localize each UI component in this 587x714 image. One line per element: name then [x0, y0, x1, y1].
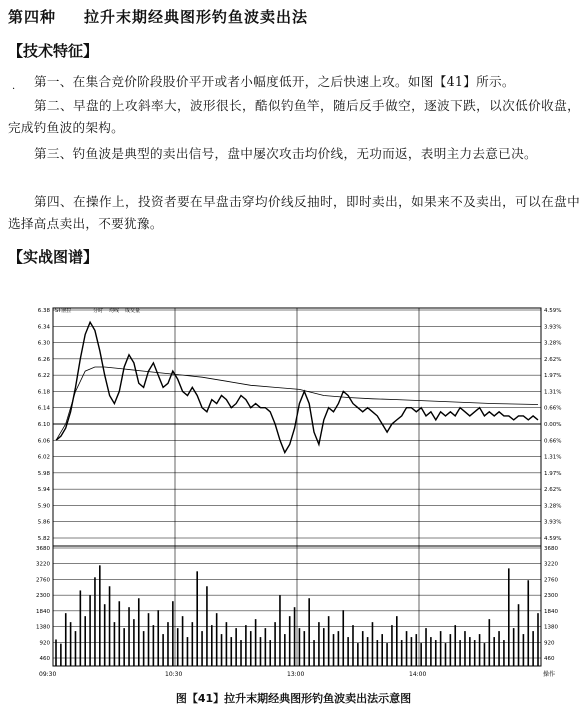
chart-corner-label: 操作	[543, 671, 556, 678]
percent-tick-label: 3.28%	[544, 340, 562, 347]
price-tick-label: 6.26	[37, 356, 50, 363]
volume-tick-label-right: 1840	[544, 608, 558, 615]
section-heading-features: 【技术特征】	[8, 42, 99, 60]
price-tick-label: 5.94	[37, 487, 50, 494]
percent-tick-label: 1.97%	[544, 373, 562, 380]
time-tick-label: 10:30	[165, 671, 183, 678]
volume-tick-label-right: 460	[544, 656, 555, 662]
price-tick-label: 6.10	[37, 422, 50, 428]
volume-tick-label: 1840	[36, 608, 50, 615]
paragraph-1: 第一、在集合竞价阶段股价平开或者小幅度低开，之后快速上攻。如图【41】所示。	[34, 74, 515, 89]
intraday-chart	[33, 298, 585, 682]
title-part-2: 拉升末期经典图形钓鱼波卖出法	[84, 8, 309, 26]
volume-tick-label: 3680	[36, 546, 50, 552]
volume-tick-label: 460	[39, 656, 50, 662]
percent-tick-label: 3.93%	[544, 324, 562, 331]
price-tick-label: 6.02	[37, 454, 50, 461]
volume-tick-label: 2760	[36, 577, 50, 584]
price-tick-label: 5.90	[37, 503, 50, 510]
time-tick-label: 13:00	[287, 671, 305, 678]
intraday-chart-svg	[33, 298, 585, 682]
volume-tick-label-right: 3220	[544, 561, 558, 568]
page-title	[8, 6, 308, 27]
price-tick-label: 6.38	[37, 308, 50, 314]
time-tick-label: 09:30	[39, 671, 57, 678]
volume-tick-label-right: 1380	[544, 624, 558, 631]
percent-tick-label: 1.31%	[544, 389, 562, 396]
percent-tick-label: 1.97%	[544, 470, 562, 477]
chart-header-item: 分时	[93, 308, 104, 314]
price-tick-label: 6.30	[37, 340, 50, 347]
percent-tick-label: 4.59%	[544, 536, 562, 542]
price-tick-label: 5.82	[37, 536, 50, 542]
volume-tick-label: 920	[39, 640, 50, 647]
title-part-1: 第四种	[8, 8, 57, 26]
price-tick-label: 5.98	[37, 470, 50, 477]
percent-tick-label: 4.59%	[544, 308, 562, 314]
price-tick-label: 6.14	[37, 405, 50, 412]
price-tick-label: 6.34	[37, 324, 50, 331]
price-tick-label: 6.22	[37, 373, 50, 380]
price-tick-label: 6.18	[37, 389, 50, 396]
percent-tick-label: 0.00%	[544, 422, 562, 428]
percent-tick-label: 3.28%	[544, 503, 562, 510]
percent-tick-label: 0.66%	[544, 405, 562, 412]
volume-tick-label: 2300	[36, 593, 50, 600]
percent-tick-label: 1.31%	[544, 454, 562, 461]
percent-tick-label: 3.93%	[544, 519, 562, 526]
stray-dot: ·	[12, 84, 16, 95]
percent-tick-label: 2.62%	[544, 487, 562, 494]
chart-header-item: 成交量	[125, 308, 141, 314]
volume-tick-label-right: 920	[544, 640, 555, 647]
volume-tick-label-right: 3680	[544, 546, 558, 552]
paragraph-3: 第三、钓鱼波是典型的卖出信号，盘中屡次攻击均价线，无功而返，表明主力去意已决。	[34, 146, 537, 161]
chart-header-name: ST泄拉	[55, 308, 72, 314]
price-tick-label: 6.06	[37, 438, 50, 445]
percent-tick-label: 2.62%	[544, 356, 562, 363]
figure-caption: 图【41】拉升末期经典图形钓鱼波卖出法示意图	[175, 692, 412, 705]
paragraph-4: 第四、在操作上，投资者要在早盘击穿均价线反抽时，即时卖出，如果来不及卖出，可以在盘中选择高点卖出，不要犹豫。	[8, 194, 580, 231]
volume-tick-label: 3220	[36, 561, 50, 568]
percent-tick-label: 0.66%	[544, 438, 562, 445]
section-heading-chart: 【实战图谱】	[8, 248, 99, 266]
paragraph-2: 第二、早盘的上攻斜率大，波形很长，酷似钓鱼竿，随后反手做空，逐波下跌，以次低价收盘，完成钓鱼波的架构。	[8, 98, 580, 135]
chart-header-item: 均线	[109, 308, 120, 314]
price-tick-label: 5.86	[37, 519, 50, 526]
volume-tick-label: 1380	[36, 624, 50, 631]
volume-tick-label-right: 2760	[544, 577, 558, 584]
time-tick-label: 14:00	[409, 671, 427, 678]
volume-tick-label-right: 2300	[544, 593, 558, 600]
